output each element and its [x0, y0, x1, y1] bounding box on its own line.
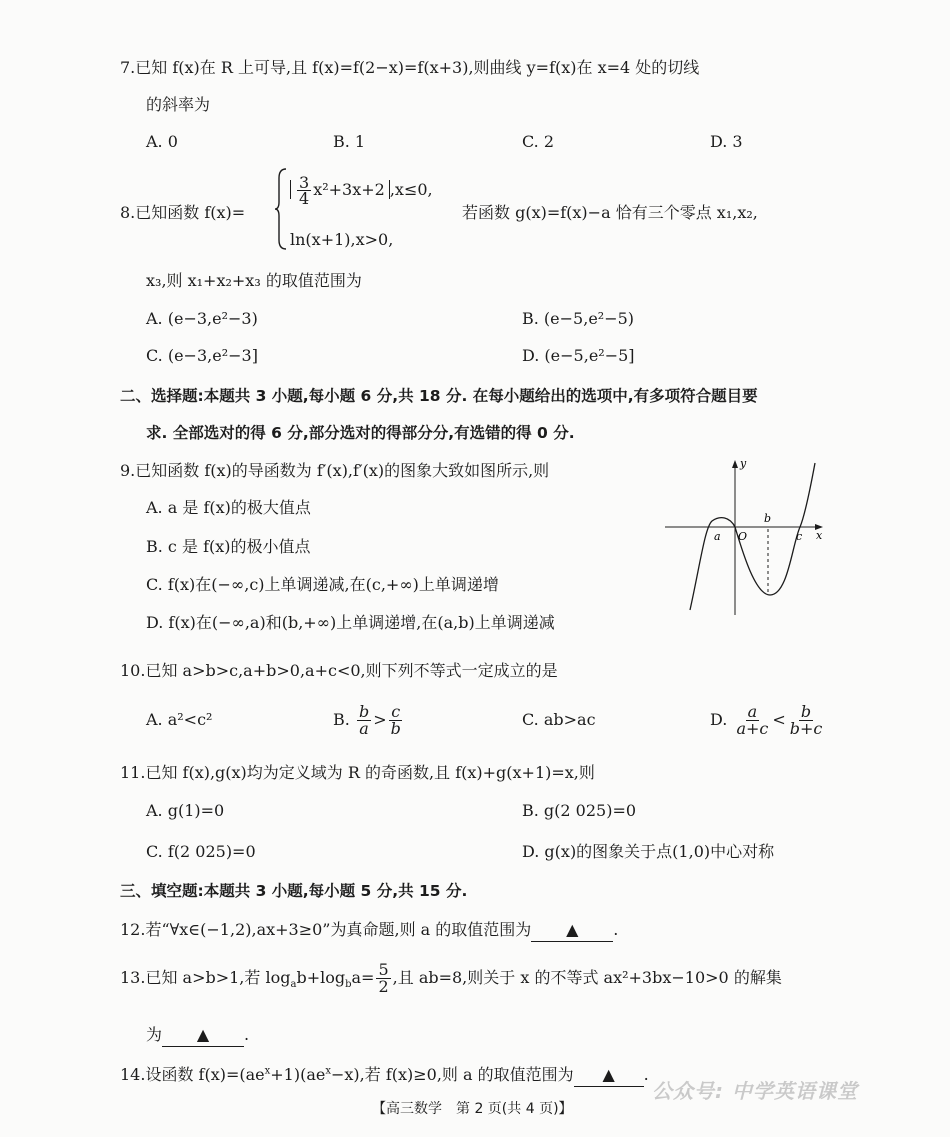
q10-b-num2: c	[391, 702, 401, 721]
q10-option-d-label: D.	[710, 710, 728, 729]
q7-line2: 的斜率为	[146, 95, 211, 114]
q10-option-d	[710, 699, 826, 741]
q10-option-b	[333, 699, 405, 741]
q10-b-den1: a	[359, 719, 369, 738]
q8-piece1-rest: x²+3x+2	[313, 180, 385, 199]
q8-prefix: 8.已知函数 f(x)=	[120, 203, 246, 222]
q13-pre: 13.已知 a>b>1,若 log	[120, 968, 291, 987]
q12-answer-blank: ▲	[531, 919, 613, 942]
graph-label-a: a	[714, 530, 721, 543]
q10-d-num1: a	[747, 702, 758, 721]
q14-text: 14.设函数 f(x)=(ae	[120, 1065, 265, 1084]
q13-sub1: a	[290, 979, 297, 991]
graph-y-arrow-icon	[732, 460, 738, 468]
q14	[120, 1064, 649, 1087]
q14-sup1: x	[264, 1065, 271, 1077]
q10-b-den2: b	[390, 719, 401, 738]
q13-frac-den: 2	[378, 977, 389, 996]
section3-heading: 三、填空题:本题共 3 小题,每小题 5 分,共 15 分.	[120, 882, 468, 900]
q13-line1	[120, 958, 782, 998]
graph-label-b: b	[764, 512, 772, 525]
section2-heading-line1: 二、选择题:本题共 3 小题,每小题 6 分,共 18 分. 在每小题给出的选项中,有多项符合题目要	[120, 387, 758, 405]
q9-stem: 9.已知函数 f(x)的导函数为 f′(x),f′(x)的图象大致如图所示,则	[120, 461, 550, 480]
q10-b-op: >	[373, 710, 387, 729]
q8-option-c: C. (e−3,e²−3]	[146, 346, 258, 365]
q14-mid: +1)(ae	[270, 1065, 326, 1084]
q8-suffix: 若函数 g(x)=f(x)−a 恰有三个零点 x₁,x₂,	[462, 203, 758, 222]
q12-end: .	[613, 920, 619, 939]
q7-option-d: D. 3	[710, 132, 743, 151]
q14-answer-blank: ▲	[574, 1064, 644, 1087]
graph-label-origin: O	[738, 530, 748, 543]
q10-b-num1: b	[358, 702, 370, 721]
q9-option-b: B. c 是 f(x)的极小值点	[146, 537, 311, 556]
q11-option-c: C. f(2 025)=0	[146, 842, 256, 861]
q7-option-b: B. 1	[333, 132, 366, 151]
q11-option-b: B. g(2 025)=0	[522, 801, 637, 820]
q8-option-d: D. (e−5,e²−5]	[522, 346, 635, 365]
q10-d-den2: b+c	[789, 719, 823, 738]
section2-heading-line2: 求. 全部选对的得 6 分,部分选对的得部分分,有选错的得 0 分.	[146, 424, 575, 442]
q11-option-a: A. g(1)=0	[146, 801, 225, 820]
q8-frac-den: 4	[299, 189, 310, 208]
graph-label-x: x	[816, 529, 823, 542]
q8-line2: x₃,则 x₁+x₂+x₃ 的取值范围为	[146, 271, 362, 290]
q13-line2-text: 为	[146, 1025, 163, 1044]
q8-piece1-cond: ,x≤0,	[389, 180, 433, 199]
q10-d-num2: b	[800, 702, 812, 721]
q7-option-a: A. 0	[146, 132, 178, 151]
q13-post: ,且 ab=8,则关于 x 的不等式 ax²+3bx−10>0 的解集	[392, 968, 782, 987]
q10-option-b-label: B.	[333, 710, 350, 729]
q14-post: −x),若 f(x)≥0,则 a 的取值范围为	[330, 1065, 574, 1084]
page-footer: 【高三数学 第 2 页(共 4 页)】	[372, 1101, 573, 1117]
q13-end: .	[244, 1025, 250, 1044]
graph-label-y: y	[740, 457, 747, 470]
q10-stem: 10.已知 a>b>c,a+b>0,a+c<0,则下列不等式一定成立的是	[120, 661, 558, 680]
q7-line1: 7.已知 f(x)在 R 上可导,且 f(x)=f(2−x)=f(x+3),则曲线 y=f(x)在 x=4 处的切线	[120, 58, 700, 77]
q9-option-c: C. f(x)在(−∞,c)上单调递减,在(c,+∞)上单调递增	[146, 575, 499, 594]
q14-sup2: x	[325, 1065, 331, 1077]
q8-option-b: B. (e−5,e²−5)	[522, 309, 635, 328]
q8-option-a: A. (e−3,e²−3)	[146, 309, 258, 328]
q8-brace-icon	[274, 168, 288, 250]
q12	[120, 919, 618, 942]
q8-frac-num: 3	[299, 173, 310, 192]
q7-option-c: C. 2	[522, 132, 555, 151]
q10-option-a: A. a²<c²	[146, 710, 213, 729]
q9-option-d: D. f(x)在(−∞,a)和(b,+∞)上单调递增,在(a,b)上单调递减	[146, 613, 555, 632]
q10-d-op: <	[772, 710, 786, 729]
q13-mid2: a=	[351, 968, 375, 987]
q8-piece2: ln(x+1),x>0,	[290, 230, 394, 249]
q9-derivative-graph	[660, 455, 830, 620]
q13-line2	[146, 1024, 249, 1047]
q9-option-a: A. a 是 f(x)的极大值点	[146, 498, 311, 517]
q10-option-c: C. ab>ac	[522, 710, 596, 729]
q11-stem: 11.已知 f(x),g(x)均为定义域为 R 的奇函数,且 f(x)+g(x+1)=x,则	[120, 763, 595, 782]
q12-text: 12.若“∀x∈(−1,2),ax+3≥0”为真命题,则 a 的取值范围为	[120, 920, 532, 939]
q8-piece1	[290, 172, 433, 208]
q10-d-den1: a+c	[736, 719, 769, 738]
watermark: 公众号: 中学英语课堂	[652, 1079, 858, 1103]
q11-option-d: D. g(x)的图象关于点(1,0)中心对称	[522, 842, 775, 861]
q13-frac-num: 5	[378, 960, 389, 979]
q13-mid: b+log	[296, 968, 346, 987]
q13-answer-blank: ▲	[162, 1024, 244, 1047]
graph-label-c: c	[796, 530, 803, 543]
q14-end: .	[643, 1065, 649, 1084]
q13-sub2: b	[345, 979, 352, 991]
